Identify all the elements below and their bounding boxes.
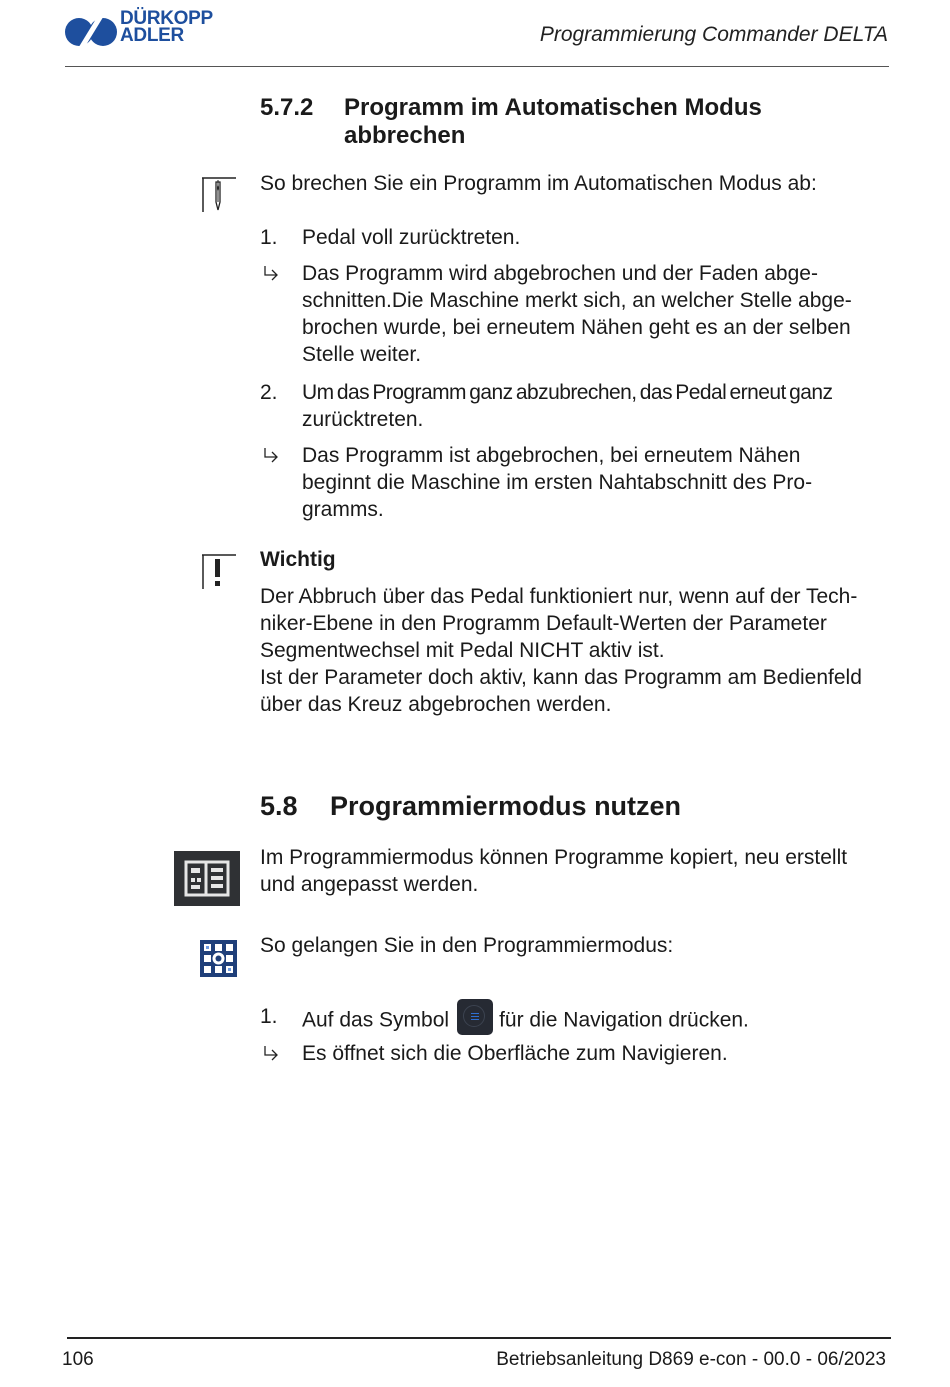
result-line: Stelle weiter. [302, 343, 422, 366]
brand-name-line2: ADLER [120, 25, 184, 46]
result-line: schnitten.Die Maschine merkt sich, an welcher Stelle abge- [302, 289, 852, 312]
intro-line: und angepasst werden. [260, 873, 479, 896]
section-title-line: Programm im Automatischen Modus [344, 94, 762, 121]
intro-text: So brechen Sie ein Programm im Automatischen Modus ab: [260, 172, 817, 195]
section-title-line: abbrechen [344, 122, 466, 149]
header-divider [65, 66, 889, 67]
intro-text [260, 844, 847, 898]
page-number: 106 [62, 1349, 94, 1370]
section-title [344, 94, 762, 150]
navigation-menu-icon [457, 999, 493, 1035]
result-line: Das Programm ist abgebrochen, bei erneutem Nähen [302, 444, 801, 467]
how-to-text: So gelangen Sie in den Programmiermodus: [260, 934, 674, 957]
brand-name-line1: DÜRKOPP [120, 8, 213, 29]
step-number: 1. [260, 1005, 278, 1028]
step-line: zurücktreten. [302, 408, 424, 431]
important-line: Der Abbruch über das Pedal funktioniert nur, wenn auf der Tech- [260, 585, 858, 608]
document-reference: Betriebsanleitung D869 e-con - 00.0 - 06/2023 [496, 1349, 886, 1370]
important-line: Ist der Parameter doch aktiv, kann das Programm am Bedienfeld [260, 666, 862, 689]
result-line: beginnt die Maschine im ersten Nahtabschnitt des Pro- [302, 471, 813, 494]
important-line: niker-Ebene in den Programm Default-Werten der Parameter [260, 612, 827, 635]
result-line: gramms. [302, 498, 384, 521]
intro-line: Im Programmiermodus können Programme kopiert, neu erstellt [260, 846, 848, 869]
step-text [302, 1003, 749, 1039]
brand-logo [65, 10, 230, 52]
step-line: Um das Programm ganz abzubrechen, das Pedal erneut ganz [302, 381, 833, 404]
important-text [260, 583, 862, 718]
important-line: über das Kreuz abgebrochen werden. [260, 693, 612, 716]
section-number: 5.8 [260, 791, 298, 821]
program-list-icon [174, 851, 240, 906]
exclamation-icon [200, 553, 238, 591]
step-text-after: für die Navigation drücken. [499, 1008, 749, 1032]
result-line: Das Programm wird abgebrochen und der Faden abge- [302, 262, 818, 285]
step-text-before: Auf das Symbol [302, 1008, 450, 1032]
result-text [302, 442, 812, 523]
brand-logo-icon [65, 12, 117, 52]
important-title: Wichtig [260, 548, 336, 571]
result-text: Es öffnet sich die Oberfläche zum Navigieren. [302, 1042, 728, 1065]
footer-divider [67, 1337, 891, 1339]
result-arrow-icon [262, 1045, 280, 1063]
step-text [302, 379, 832, 433]
step-number: 2. [260, 381, 278, 404]
result-text [302, 260, 852, 368]
section-title: Programmiermodus nutzen [330, 791, 682, 821]
result-arrow-icon [262, 447, 280, 465]
settings-grid-icon [200, 940, 237, 977]
section-number: 5.7.2 [260, 94, 314, 121]
step-text: Pedal voll zurücktreten. [302, 226, 521, 249]
needle-icon [200, 176, 238, 214]
result-arrow-icon [262, 265, 280, 283]
result-line: brochen wurde, bei erneutem Nähen geht es an der selben [302, 316, 851, 339]
page-header-title: Programmierung Commander DELTA [539, 23, 888, 46]
important-line: Segmentwechsel mit Pedal NICHT aktiv ist. [260, 639, 665, 662]
step-number: 1. [260, 226, 278, 249]
